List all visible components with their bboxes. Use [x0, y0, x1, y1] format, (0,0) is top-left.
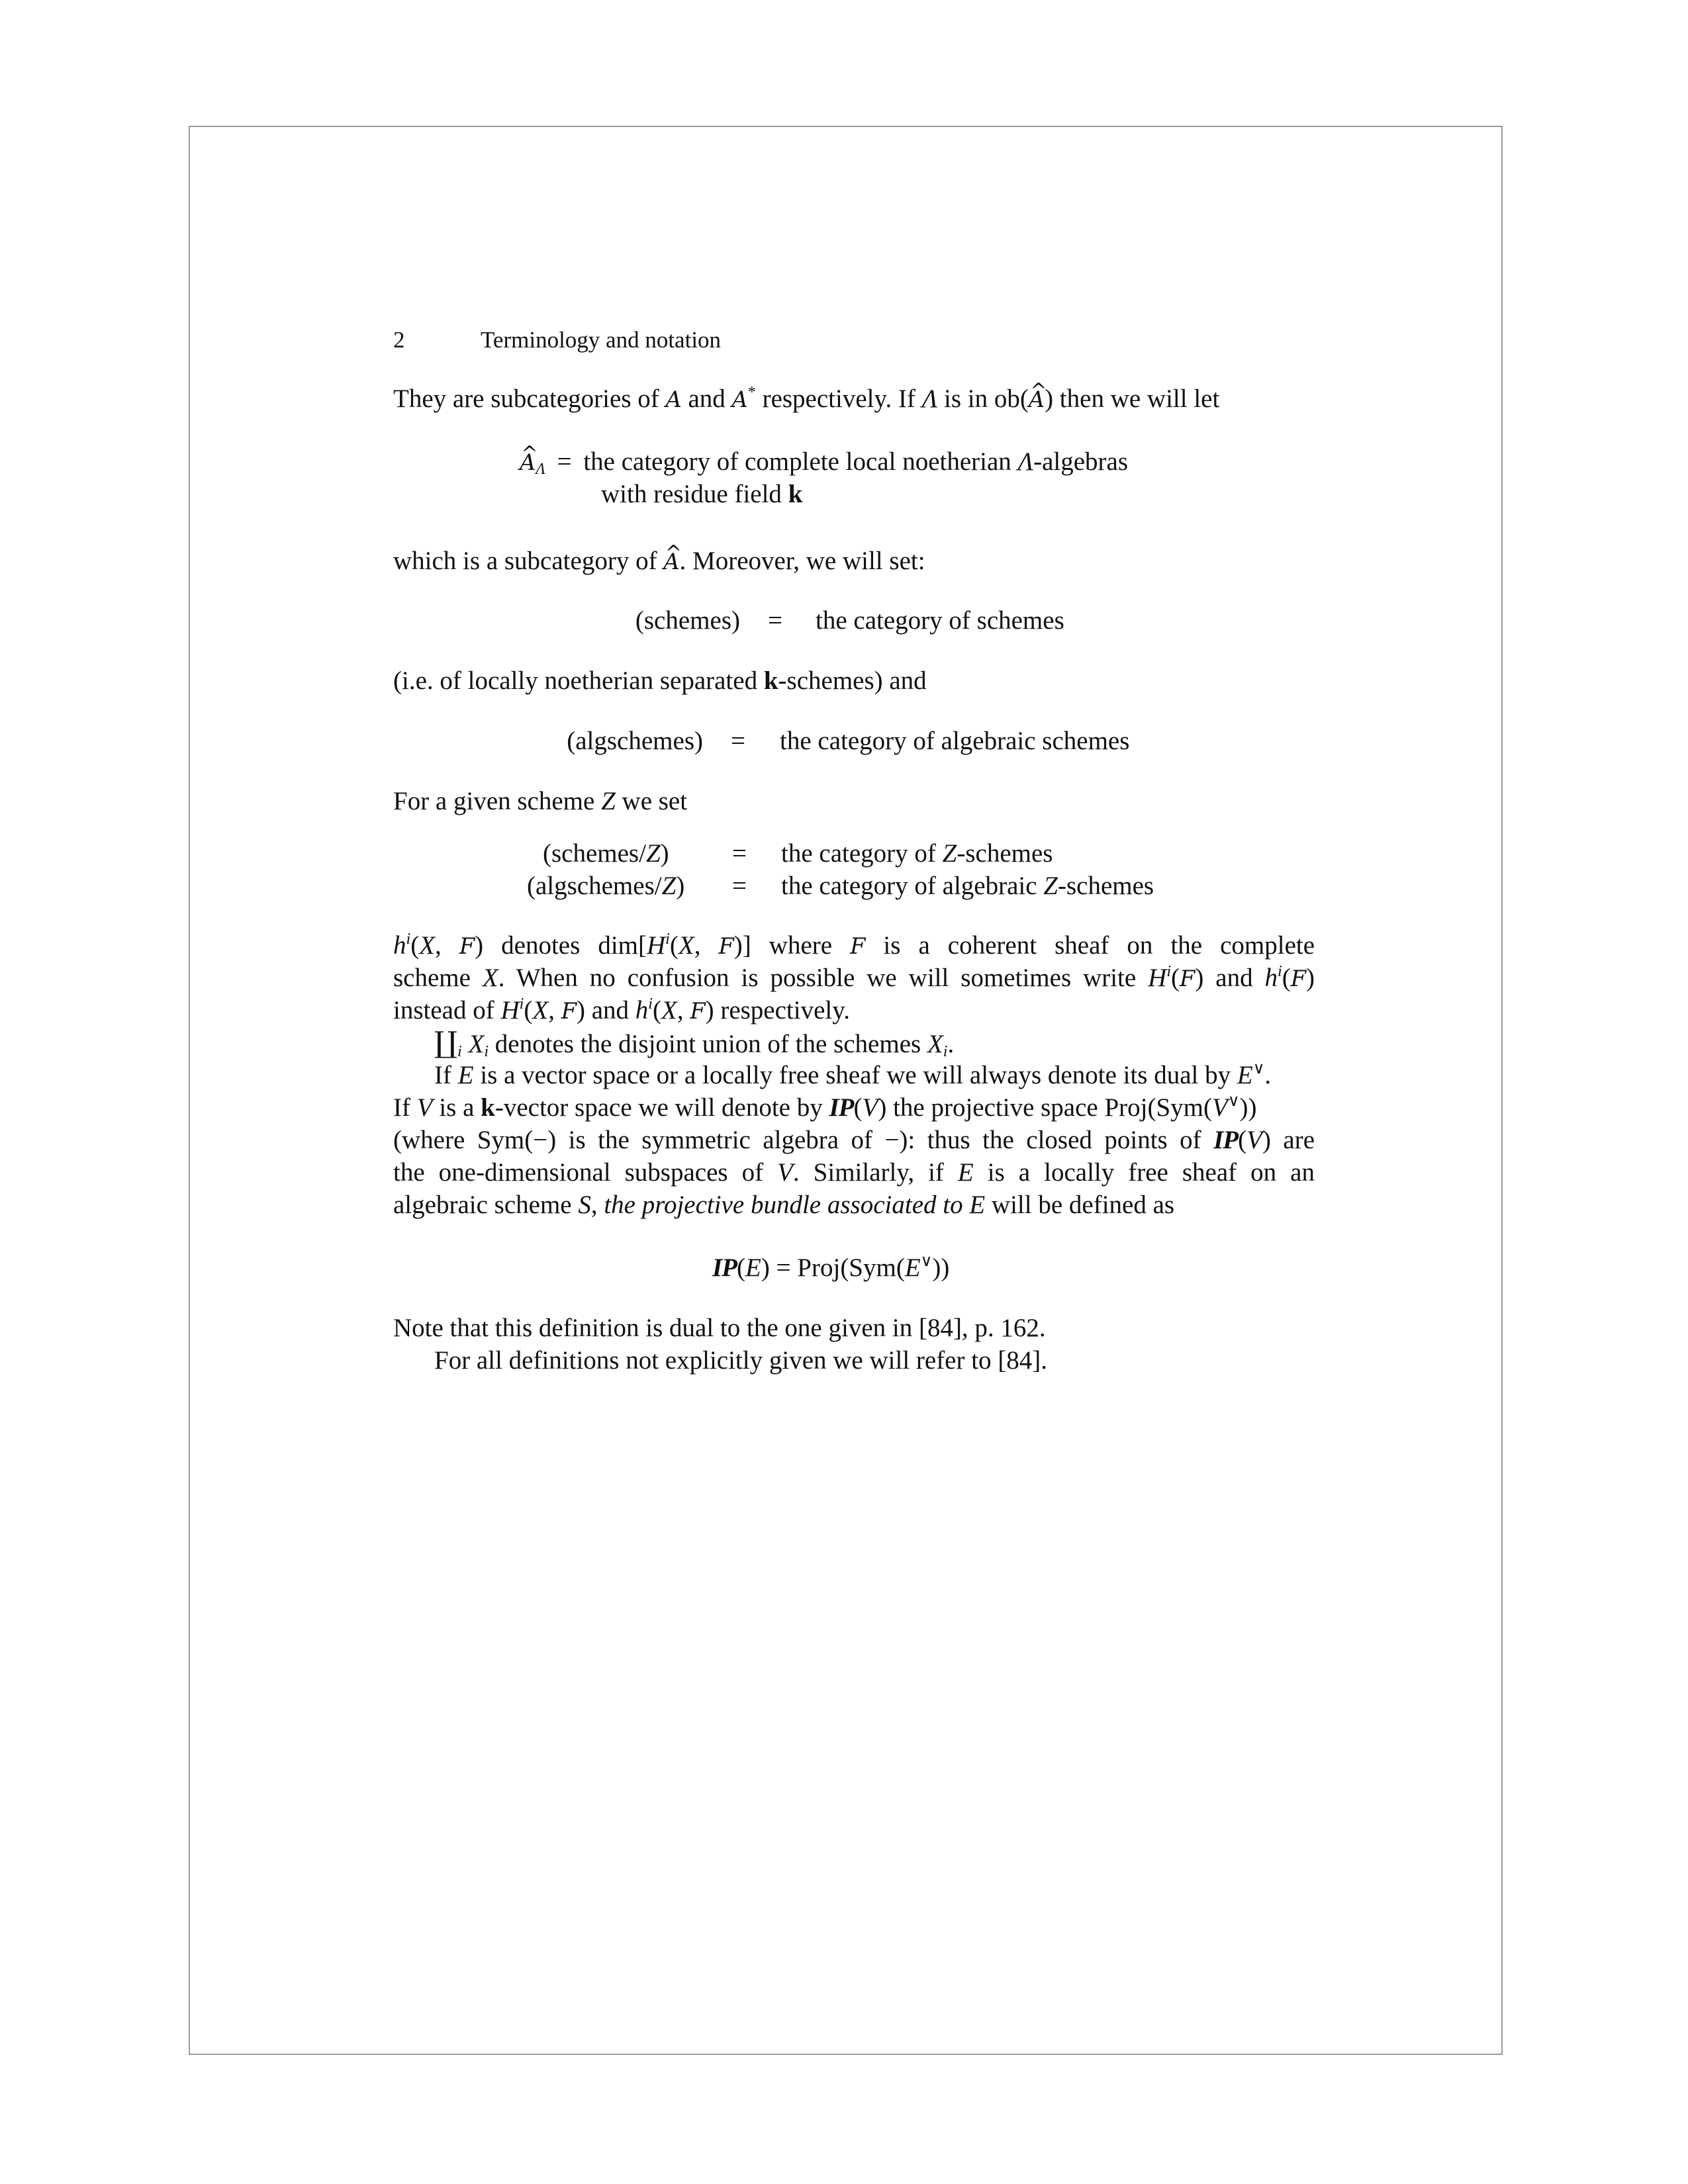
paragraph-hi-line-3: instead of $H^i(X$, F) and $h^i(X$, F) respectively. — [393, 995, 850, 1024]
paragraph-hi-line-2: scheme X. When no confusion is possible we will sometimes write $H^i(F)$ and $h^i(F)$ — [393, 962, 1315, 992]
definition-schemes-z-rhs: the category of Z-schemes — [781, 839, 1053, 868]
paragraph-disjoint-union: $∐_i$ $X_i$ denotes the disjoint union of the schemes $X_i$. — [434, 1026, 955, 1061]
text-line-4: (i.e. of locally noetherian separated k-schemes) and — [393, 666, 927, 695]
text-line-3: which is a subcategory of ^ A. Moreover, we will set: — [393, 545, 925, 578]
definition-schemes-z-lhs: (schemes/Z) — [543, 839, 669, 868]
definition-algschemes-z-eq: = — [732, 872, 747, 900]
paragraph-dual-line-3: (where Sym(−) is the symmetric algebra of −): thus the closed points of IP(V) are — [393, 1126, 1315, 1154]
display-equation-projective-bundle: IP(E) = Proj(Sym(E∨)) — [712, 1252, 950, 1282]
definition-algschemes-z-rhs: the category of algebraic Z-schemes — [781, 872, 1154, 900]
definition-schemes-lhs: (schemes) — [635, 606, 740, 635]
paragraph-dual-line-4: the one-dimensional subspaces of V. Similarly, if E is a locally free sheaf on an — [393, 1158, 1315, 1187]
text-line-1: They are subcategories of A and A* respectively. If Λ is in ob(^ A) then we will let — [393, 383, 1219, 416]
definition-schemes-rhs: the category of schemes — [816, 606, 1064, 635]
definition-algschemes-lhs: (algschemes) — [567, 727, 703, 755]
definition-a-lambda-cont: with residue field k — [601, 480, 803, 508]
paragraph-dual-line-5: algebraic scheme S, the projective bundle associated to E will be defined as — [393, 1191, 1175, 1219]
definition-schemes-z-eq: = — [732, 839, 747, 868]
text-line-5: For a given scheme Z we set — [393, 787, 688, 815]
paragraph-dual-line-2: If V is a k-vector space we will denote by IP(V) the projective space Proj(Sym(V∨)) — [393, 1092, 1257, 1122]
definition-schemes-eq: = — [768, 606, 782, 635]
running-title: Terminology and notation — [481, 327, 722, 353]
definition-algschemes-rhs: the category of algebraic schemes — [780, 727, 1130, 755]
note-line-1: Note that this definition is dual to the one given in [84], p. 162. — [393, 1314, 1046, 1342]
page-number: 2 — [393, 327, 405, 353]
paragraph-dual-line-1: If E is a vector space or a locally free sheaf we will always denote its dual by E∨. — [434, 1060, 1272, 1089]
definition-algschemes-eq: = — [731, 727, 745, 755]
definition-algschemes-z-lhs: (algschemes/Z) — [527, 872, 685, 900]
paragraph-hi-line-1: $h^i(X$, F) denotes $dim[H^i(X$, F)] where F is a coherent sheaf on the complete — [393, 930, 1315, 960]
definition-a-lambda: ^ $A_\Lambda$ = the category of complete local noetherian Λ-algebras — [520, 445, 1128, 478]
note-line-2: For all definitions not explicitly given we will refer to [84]. — [434, 1346, 1048, 1375]
